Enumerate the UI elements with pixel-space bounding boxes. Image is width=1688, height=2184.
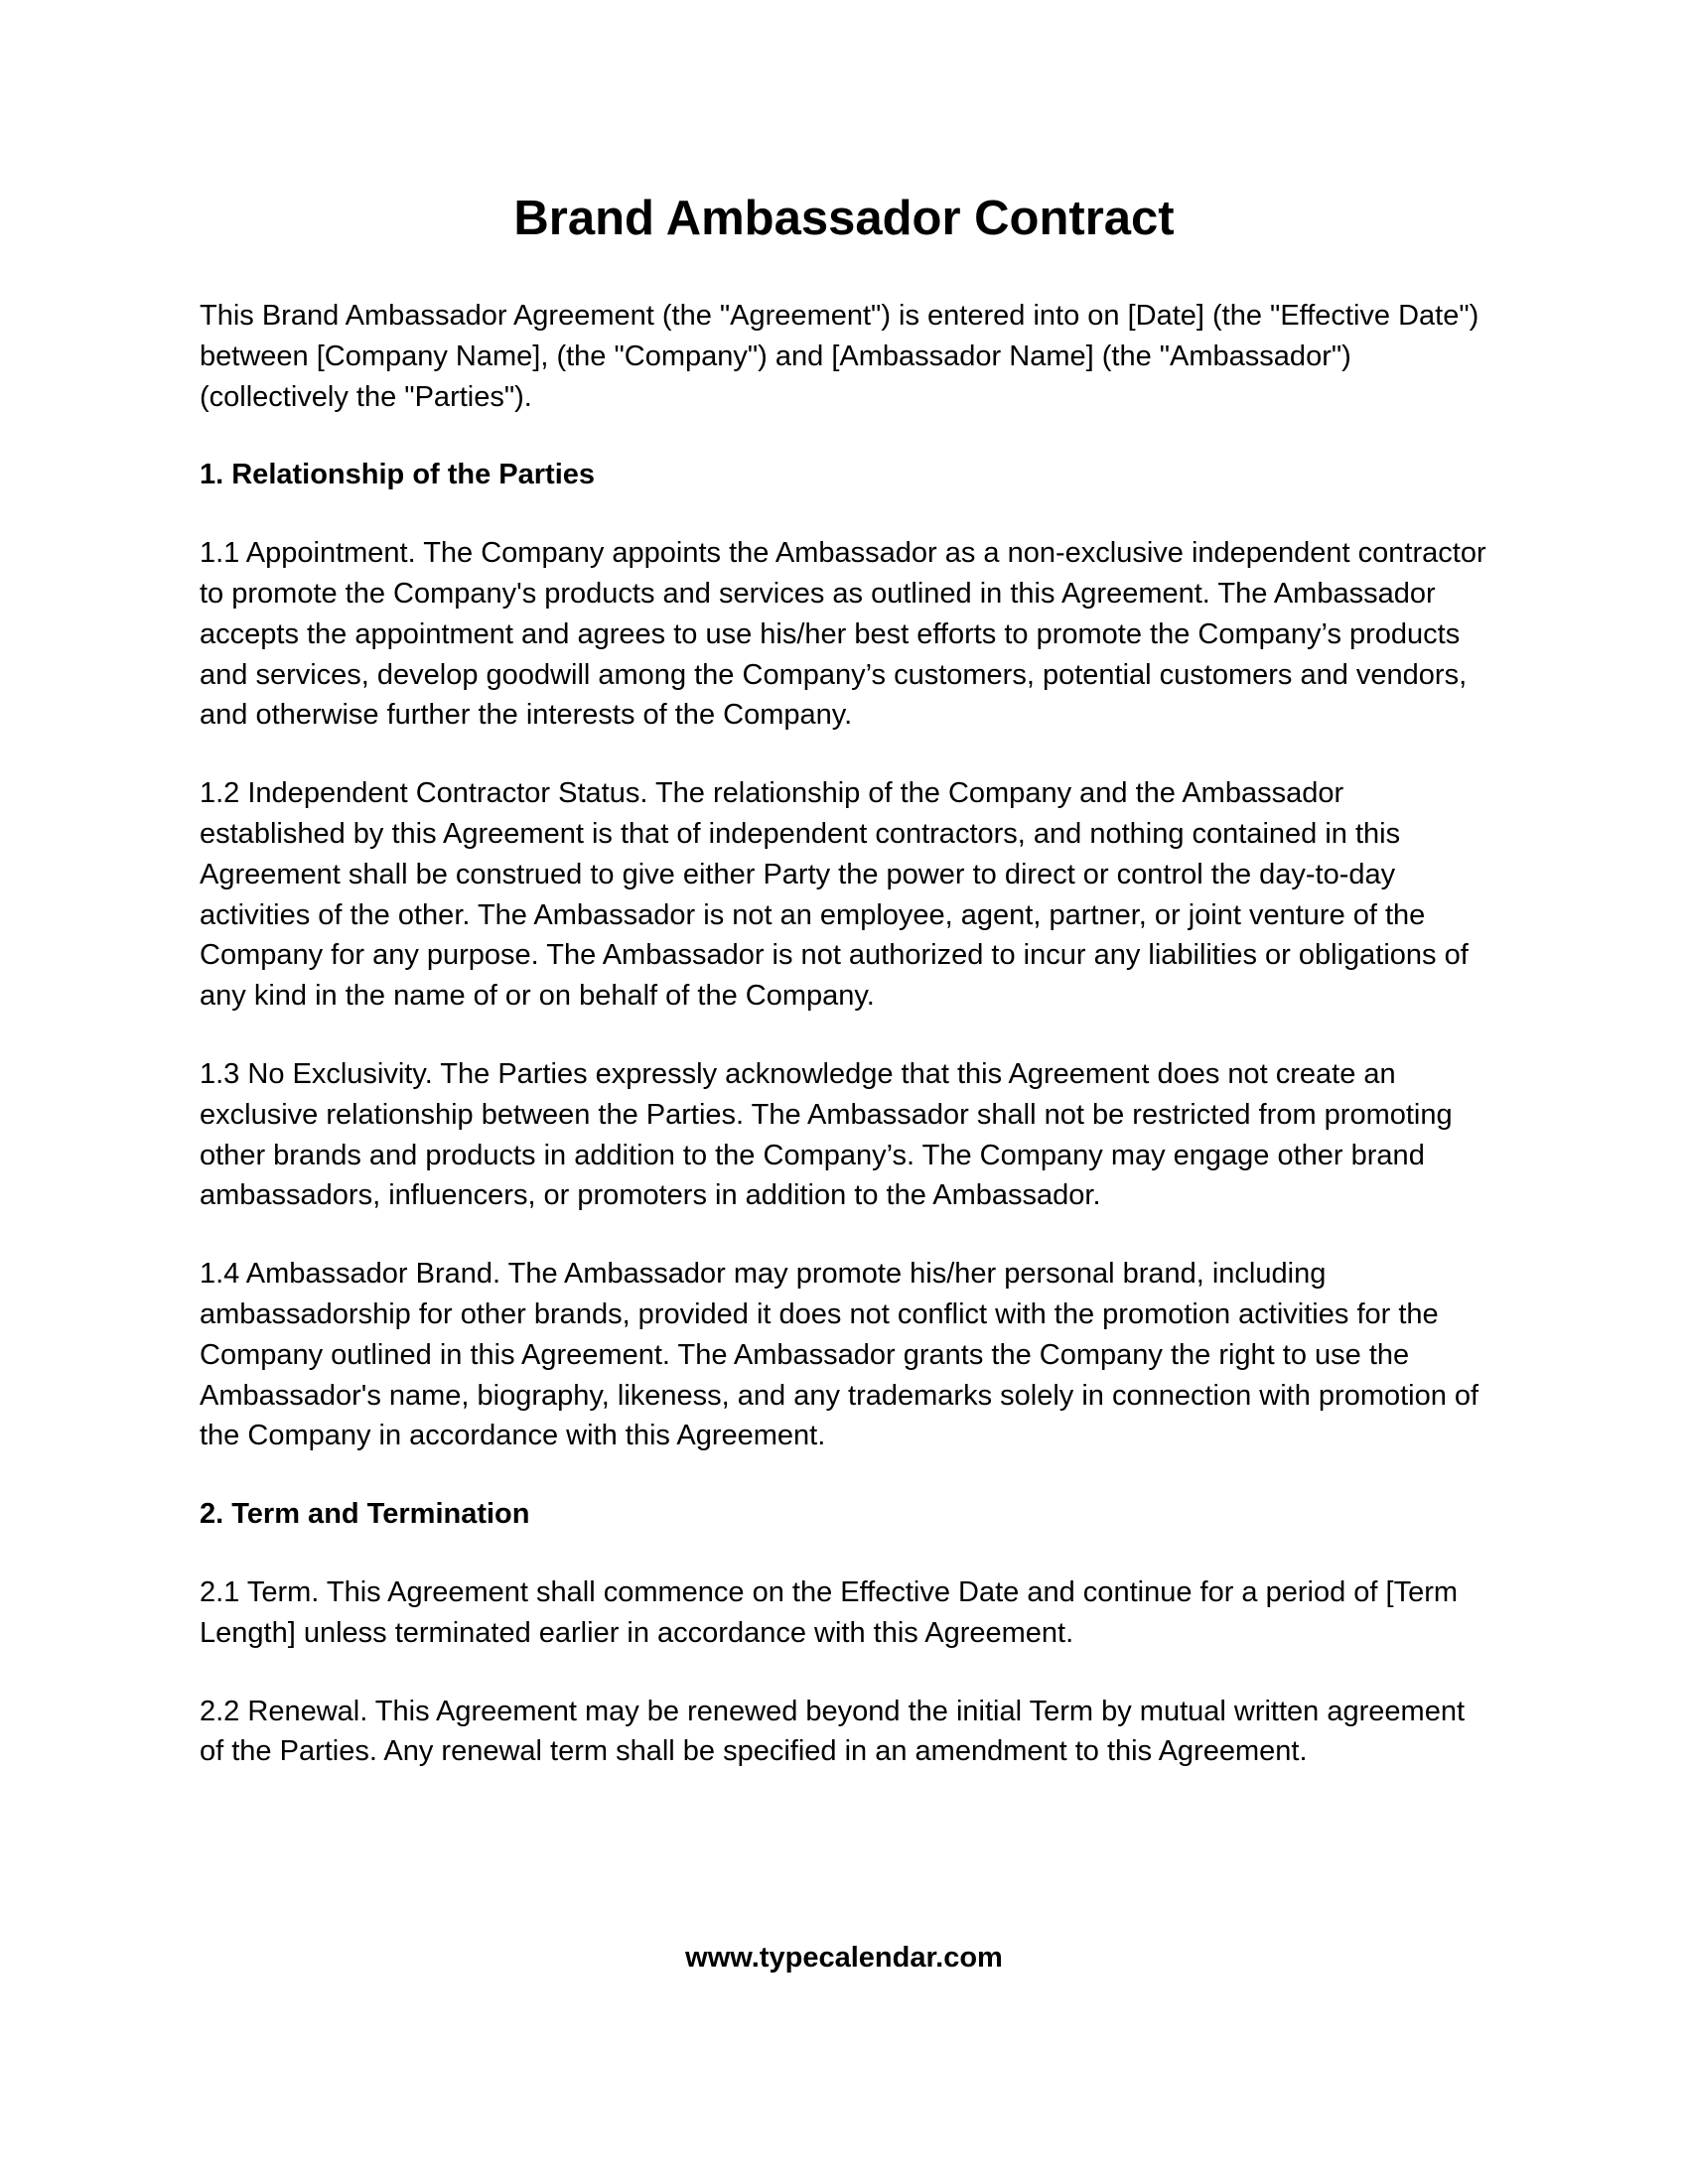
clause-1-4-ambassador-brand: 1.4 Ambassador Brand. The Ambassador may promote his/her personal brand, including ambassadorship for other brands, provided it does not conflict with the promotion activities for the Company outlined in this Agreement. The Ambassador grants the Company the right to use the Ambassador's name, biography, likeness, and any trademarks solely in connection with promotion of the Company in accordance with this Agreement. bbox=[200, 1258, 1479, 1452]
document-title: Brand Ambassador Contract bbox=[513, 192, 1175, 245]
clause-1-3-no-exclusivity: 1.3 No Exclusivity. The Parties expressly acknowledge that this Agreement does not create an exclusive relationship between the Parties. The Ambassador shall not be restricted from promoting other brands and products in addition to the Company’s. The Company may engage other brand ambassadors, influencers, or promoters in addition to the Ambassador. bbox=[200, 1057, 1453, 1212]
section-heading-relationship: 1. Relationship of the Parties bbox=[200, 459, 596, 491]
footer-website: www.typecalendar.com bbox=[685, 1942, 1003, 1974]
clause-2-2-renewal: 2.2 Renewal. This Agreement may be renewed beyond the initial Term by mutual written agreement of the Parties. Any renewal term shall be specified in an amendment to this Agreement. bbox=[200, 1695, 1466, 1768]
clause-1-2-independent-contractor: 1.2 Independent Contractor Status. The relationship of the Company and the Ambassador established by this Agreement is that of independent contractors, and nothing contained in this Agreement shall be construed to give either Party the power to direct or control the day-to-day activities of the other. The Ambassador is not an employee, agent, partner, or joint venture of the Company for any purpose. The Ambassador is not authorized to incur any liabilities or obligations of any kind in the name of or on behalf of the Company. bbox=[200, 777, 1469, 1013]
document-body bbox=[200, 296, 1490, 1810]
clause-2-1-term: 2.1 Term. This Agreement shall commence on the Effective Date and continue for a period of [Term Length] unless terminated earlier in accordance with this Agreement. bbox=[200, 1575, 1459, 1649]
section-heading-term: 2. Term and Termination bbox=[200, 1498, 530, 1531]
intro-paragraph: This Brand Ambassador Agreement (the "Agreement") is entered into on [Date] (the "Effective Date") between [Company Name], (the "Company") and [Ambassador Name] (the "Ambassador") (collectively the "Parties"). bbox=[200, 300, 1479, 413]
clause-1-1-appointment: 1.1 Appointment. The Company appoints the Ambassador as a non-exclusive independent contractor to promote the Company's products and services as outlined in this Agreement. The Ambassador accepts the appointment and agrees to use his/her best efforts to promote the Company’s products and services, develop goodwill among the Company’s customers, potential customers and vendors, and otherwise further the interests of the Company. bbox=[200, 537, 1486, 732]
